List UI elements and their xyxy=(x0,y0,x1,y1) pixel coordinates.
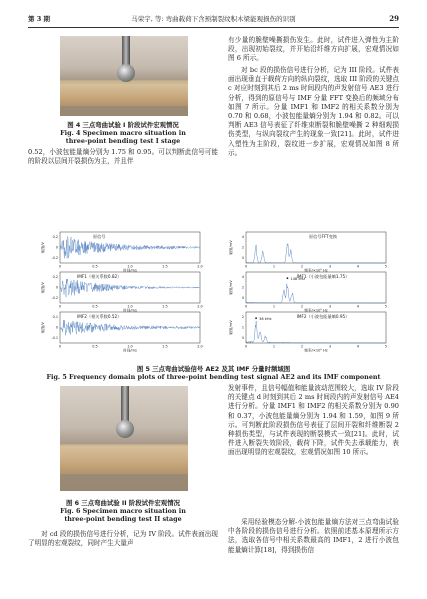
fft-ytick: 2 xyxy=(241,245,244,250)
fft-ytick: 1 xyxy=(241,325,244,330)
time-ytick: -0.2 xyxy=(51,296,58,301)
time-xtick: 1.0 xyxy=(127,304,133,309)
fig5-caption-cn: 图 5 三点弯曲试验信号 AE2 及其 IMF 分量时频域图 xyxy=(136,365,291,373)
fft-xtick: 4 xyxy=(356,304,360,309)
fft-xtick: 3 xyxy=(328,344,332,349)
running-title: 马荣宇, 等: 弯曲载荷下含预制裂纹积木梁能观损伤的识别 xyxy=(131,15,296,23)
left-paragraph-1: 0.52，小波包能量熵分别为 1.75 和 0.95。可以判断此信号可能的阶段以层间开裂损伤为主，并且伴 xyxy=(28,148,218,166)
fft-ytick: 0 xyxy=(241,296,244,301)
time-waveform xyxy=(60,320,200,335)
time-xtick: 1.5 xyxy=(162,304,168,309)
fft-peak-label: 36 kHz xyxy=(259,317,272,322)
time-ytick: 0.1 xyxy=(52,315,58,320)
time-ylabel: 幅值/V xyxy=(41,322,45,333)
running-header xyxy=(28,14,399,26)
time-ylabel: 幅值/V xyxy=(41,242,45,253)
right-paragraph-4: 采用经验模态分解-小波包能量熵方法对三点弯曲试验中各阶段的损伤信号进行分析。依照前述基本原理所示方法，选取各信号中相关系数最高的 IMF1，2 进行小波包能量熵计算[18]，得到损伤信 xyxy=(228,518,399,554)
fig4-caption-en-2: three-point bending test I stage xyxy=(65,137,181,145)
fft-xtick: 1 xyxy=(272,344,276,349)
right-paragraph-3: 发射事件，且信号幅值和能量波动范围较大，选取 IV 阶段的关键点 d 时刻到其后 2 ms 时间段内的声发射信号 AE4 进行分析。分量 IMF1 和 IMF2 的相关系数分别为 0.90 和 0.37，小波包能量熵分别为 1.94 和 1.59，如图 9 所示。可判断此阶段损伤信号表征了层间开裂和纤维断裂 2 种损伤类型，与试件表现的断裂模式一致[21]。此时，试件进入断裂失效阶段，载荷下降，试件失去承载能力，表面出现明显的宏观裂纹，宏观情况如图 10 所示。 xyxy=(228,384,399,457)
fft-ylabel: 幅值/mV xyxy=(229,320,233,335)
time-panel-label: 原信号 xyxy=(92,234,106,239)
fig6-caption-en-2: three-point bending test II stage xyxy=(64,515,182,523)
time-ytick: -0.2 xyxy=(51,256,58,261)
fig4-caption-en-1: Fig. 4 Specimen macro situation in xyxy=(60,129,186,137)
header-rule xyxy=(28,27,399,28)
issue-number: 第 3 期 xyxy=(28,15,51,23)
time-xtick: 1.5 xyxy=(162,344,168,349)
fft-xtick: 5 xyxy=(384,304,388,309)
fft-peak-marker xyxy=(255,317,257,319)
fft-panel-label: IMF1（小波包能量熵1.75） xyxy=(296,274,350,279)
time-xtick: 1.5 xyxy=(162,264,168,269)
time-waveform xyxy=(60,279,200,297)
time-xlabel: 时间/ms xyxy=(123,268,137,273)
time-ytick: -0.1 xyxy=(51,336,58,341)
fig5-chart xyxy=(28,228,399,360)
time-xtick: 0.5 xyxy=(92,344,98,349)
time-ytick: 0.2 xyxy=(52,235,58,240)
fig5-caption xyxy=(28,365,399,381)
fft-xtick: 5 xyxy=(384,264,388,269)
fft-ytick: 0 xyxy=(241,256,244,261)
fft-xtick: 0 xyxy=(244,344,248,349)
fft-panel-label: 原信号FFT变换 xyxy=(308,234,338,239)
time-xtick: 0.5 xyxy=(92,264,98,269)
fft-xtick: 1 xyxy=(272,304,276,309)
fig5-caption-en: Fig. 5 Frequency domain plots of three-point bending test signal AE2 and its IMF component xyxy=(46,373,381,381)
fft-ytick: 0 xyxy=(241,336,244,341)
fft-xtick: 3 xyxy=(328,304,332,309)
page-number: 29 xyxy=(389,14,399,23)
time-xtick: 1.0 xyxy=(127,344,133,349)
fft-xtick: 0 xyxy=(244,304,248,309)
fft-xtick: 1 xyxy=(272,264,276,269)
time-xtick: 2.0 xyxy=(197,264,203,269)
time-xlabel: 时间/ms xyxy=(123,348,137,353)
fig6-photo xyxy=(60,386,188,491)
fft-spectrum xyxy=(246,244,386,263)
time-xtick: 0 xyxy=(58,264,62,269)
right-paragraph-1: 有少量的脆壁噪撕损伤发生。此时，试件进入弹性为主阶段，出现初始裂纹，并开始沿纤维方向扩展，宏观情况如图 6 所示。 xyxy=(228,36,399,63)
fig6-caption-cn: 图 6 三点弯曲试验 II 阶段试件宏观情况 xyxy=(66,499,180,507)
fft-xlabel: 频率/×10⁵ Hz xyxy=(304,348,328,353)
fft-xlabel: 频率/×10⁵ Hz xyxy=(304,308,328,313)
fig4-caption xyxy=(28,121,218,145)
fft-ytick: 4 xyxy=(241,275,244,280)
time-panel-label: IMF1（相关系数0.82） xyxy=(77,274,122,279)
fig6-caption-en-1: Fig. 6 Specimen macro situation in xyxy=(60,507,186,515)
left-paragraph-2: 对 cd 段的损伤信号进行分析，记为 IV 阶段。试件表面出现了明显的宏观裂纹，同时产生大量声 xyxy=(28,530,218,548)
right-paragraph-2: 对 bc 段的损伤信号进行分析，记为 III 阶段。试件表面出现垂直于载荷方向的纵向裂纹，选取 III 阶段的关键点 c 对应时刻到其后 2 ms 时间段内的声发射信号 AE3 进行分析，得到的原信号与 IMF 分量 FFT 变换后的频域分布如图 7 所示。分量 IMF1 和 IMF2 的相关系数分别为 0.70 和 0.68，小波包能量熵分别为 1.94 和 0.82。可以判断 AE3 信号表征了纤维束断裂和脆壁噪撕 2 种细观损伤类型，与纵向裂纹产生的现象一致[21]。此时，试件进入塑性为主阶段，裂纹进一步扩展，宏观情况如图 8 所示。 xyxy=(228,66,399,157)
time-ylabel: 幅值/V xyxy=(41,282,45,293)
fig6-caption xyxy=(28,499,218,523)
fft-ylabel: 幅值/mV xyxy=(229,280,233,295)
fft-peak-marker xyxy=(287,277,289,279)
fft-ylabel: 幅值/mV xyxy=(229,240,233,255)
fft-ytick: 2 xyxy=(241,285,244,290)
time-ytick: 0 xyxy=(55,245,58,250)
time-waveform xyxy=(60,236,200,258)
time-xtick: 2.0 xyxy=(197,304,203,309)
fft-xtick: 5 xyxy=(384,344,388,349)
fft-xtick: 2 xyxy=(300,344,304,349)
fft-spectrum xyxy=(246,284,386,303)
fft-ytick: 4 xyxy=(241,235,244,240)
time-xtick: 1.0 xyxy=(127,264,133,269)
time-panel-label: IMF2（相关系数0.52） xyxy=(77,314,122,319)
fft-xtick: 2 xyxy=(300,264,304,269)
time-ytick: 0.2 xyxy=(52,275,58,280)
fig4-caption-cn: 图 4 三点弯曲试验 I 阶段试件宏观情况 xyxy=(67,121,179,129)
time-xtick: 0 xyxy=(58,304,62,309)
fig4-photo xyxy=(60,36,188,116)
fft-xtick: 4 xyxy=(356,344,360,349)
time-xtick: 0 xyxy=(58,344,62,349)
fft-xlabel: 频率/×10⁵ Hz xyxy=(304,268,328,273)
fft-peak-label: 148 kHz xyxy=(290,277,306,282)
time-xtick: 0.5 xyxy=(92,304,98,309)
fft-xtick: 2 xyxy=(300,304,304,309)
time-ytick: 0 xyxy=(55,285,58,290)
time-ytick: 0 xyxy=(55,325,58,330)
fft-ytick: 2 xyxy=(241,315,244,320)
time-xtick: 2.0 xyxy=(197,344,203,349)
fft-spectrum xyxy=(246,321,386,343)
fft-xtick: 0 xyxy=(244,264,248,269)
fft-xtick: 3 xyxy=(328,264,332,269)
fft-xtick: 4 xyxy=(356,264,360,269)
fft-panel-label: IMF2（小波包能量熵0.95） xyxy=(296,314,350,319)
time-xlabel: 时间/ms xyxy=(123,308,137,313)
